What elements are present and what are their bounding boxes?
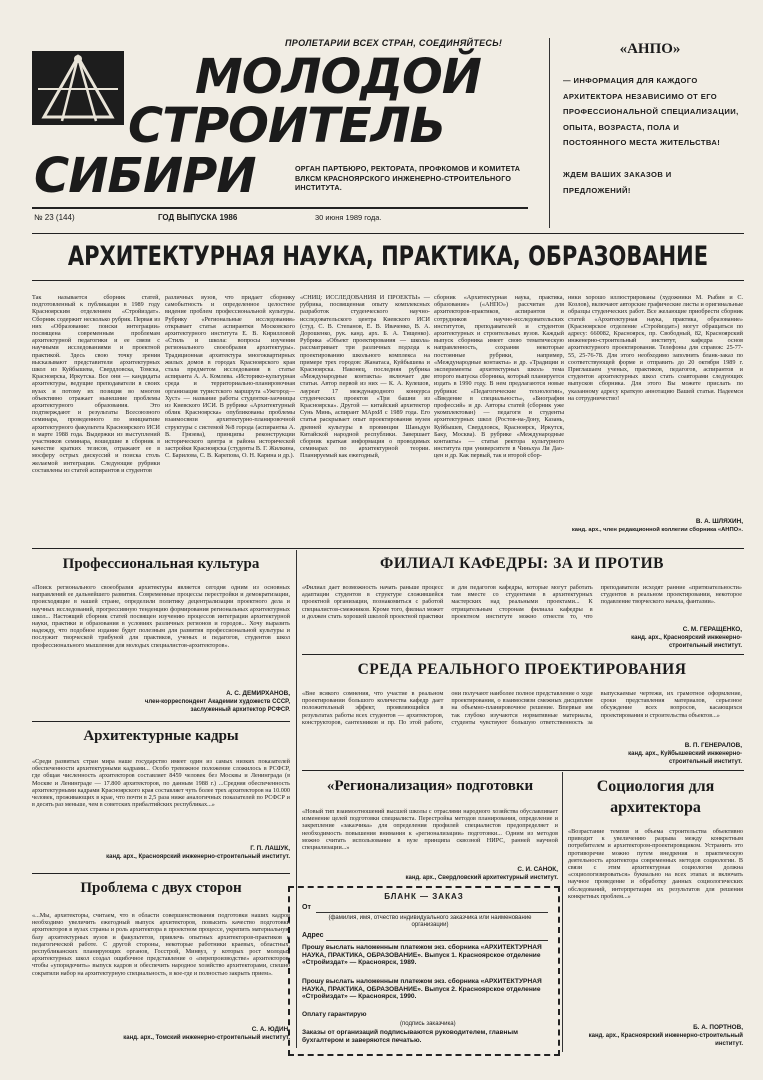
order-form-from-hint: (фамилия, имя, отчество индивидуального заказчика или наименование организации): [328, 915, 532, 928]
real-design-signature-name: В. П. ГЕНЕРАЛОВ,: [684, 742, 742, 749]
branch-text: «Филиал дает возможность начать раньше процесс адаптации студентов в структуре сложившейся проектной организации, познакомиться с работой специалистов-смежников. Кроме того, филиал может и должен стать хорошей школой проектной практики и для педагогов кафедры, которые могут работать там вместе со студентами в архитектурных мастерских над реальными проектами... К отрицательным сторонам филиала кафедры в проектном институте можно отнести то, что преподаватели исходят ранние «притязательности» студентов в реальном проектировании, некоторое подавление творческого начала, фантазии».: [302, 584, 742, 620]
issue-number: № 23 (144): [34, 213, 75, 222]
order-form-from-line[interactable]: [316, 912, 548, 913]
order-form-guarantee: Оплату гарантирую: [302, 1011, 367, 1018]
lead-column-4: сборник «Архитектурная наука, практика, образование» («АНПО») рассчитан для архитекторов-практиков, аспирантов и сотрудников научно-исследовательских институтов, преподавателей и студентов архитектурных и строительных вузов. Каждый выпуск сборника имеет свою тематическую направленность, сохраняя некоторые постоянные рубрики, например, «Международные контакты» и др. «Традиции и эксперименты архитектурных школ» тема второго выпуска сборника, который планируется издать в 1990 году. В нем предлагаются новые рубрики: «Педагогические технологии», «Введение в специальность», «Биография профессий» и др. Авторы статей (сборник уже укомплектован) — педагоги и студенты архитектурных школ (Ростов-на-Дону, Казань, Куйбышев, Свердловск, Красноярск, Иркутск, Баку, Москва). В рубрике «Международные контакты» — статья ректора культурного института при университете в Чиньхуа Ли Дао-цен и др. Как первый, так и второй сбор-: [434, 294, 564, 460]
masthead-title-line1: МОЛОДОЙ: [195, 49, 481, 105]
region-signature-role: канд. арх., Свердловский архитектурный институт.: [405, 875, 558, 881]
order-form-address-label: Адрес: [302, 932, 324, 939]
order-form-title: БЛАНК — ЗАКАЗ: [384, 892, 464, 901]
masthead-logo-emblem: [32, 51, 124, 125]
main-headline: АРХИТЕКТУРНАЯ НАУКА, ПРАКТИКА, ОБРАЗОВАНИЕ: [67, 241, 709, 271]
slogan: ПРОЛЕТАРИИ ВСЕХ СТРАН, СОЕДИНЯЙТЕСЬ!: [285, 38, 503, 48]
real-design-rule: [302, 770, 744, 771]
lead-column-3: «СНИЦ: ИССЛЕДОВАНИЯ И ПРОЕКТЫ» — рубрика, посвященная опыту комплексных разработок студенческого научно-исследовательского центра Киевского ИСИ (студ. С. В. Степанов, Е. В. Иваченко, В. А. Дорошенко, рук. канд. арх. Б. А. Тищенко). Рубрика «Объект проектирования — школа» рассматривает три различных подхода к проектированию школьного комплекса на примере трех городов: Жанатаса, Куйбышева и Красноярска. Наконец, последняя рубрика «Международные контакты» включает две статьи. Автор первой из них — К. А. Кулешов, лауреат 17 международного конкурса студенческих проектов «Три башни из Красноярска». Другой — китайский архитектор Сунь Минь, аспирант МАрхИ с 1989 года. Его статья раскрывает опыт проектирования музея древней культуры в провинции Шаньдун Китайской народной республики. Завершает сборник краткая информация о проводимых семинарах по архитектурной теории. Планируемый как ежегодный,: [300, 294, 430, 460]
anpo-title: «АНПО»: [619, 41, 681, 57]
cadres-signature-role: канд. арх., Красноярский инженерно-строительный институт.: [106, 854, 290, 860]
order-form-note: Заказы от организаций подписываются руководителем, главным бухгалтером и заверяются печатью.: [302, 1029, 518, 1044]
anpo-text: — ИНФОРМАЦИЯ ДЛЯ КАЖДОГО АРХИТЕКТОРА НЕЗАВИСИМО ОТ ЕГО ПРОФЕССИОНАЛЬНОЙ СПЕЦИАЛИЗАЦИИ, ОПЫТА, ВОЗРАСТА, ПОЛА И ПОСТОЯННОГО МЕСТА ЖИТЕЛЬСТВА!: [563, 76, 739, 147]
masthead-title-line3: СИБИРИ: [34, 148, 256, 204]
anpo-cta: ЖДЕМ ВАШИХ ЗАКАЗОВ И ПРЕДЛОЖЕНИЙ!: [563, 170, 672, 195]
order-form-from-label: От: [302, 904, 311, 911]
real-design-text: «Вне всякого сомнения, что участие в реальном проектировании большого количества кафедр дает положительный эффект, проявляющийся в результатах работы всех студентов — архитекторов, конструкторов, сантехников и пр. По этой работе, они получают наиболее полное представление о ходе проектирования, о взаимосвязи смежных дисциплин на объемно-планировочное решение. Впервые им так глубоко изучаются нормативные материалы, студенты чувствуют большую ответственность за выпускаемые чертежи, их грамотное оформление, сроки представления материалов, серьезное обсуждение всех вопросов, касающихся проектирования и строительства объектов...»: [302, 690, 742, 726]
lead-rule-bottom: [32, 548, 744, 549]
lead-signature-name: В. А. ШЛЯХИН,: [695, 518, 743, 525]
order-form-signature: (подпись заказчика): [400, 1021, 456, 1027]
cadres-title: Архитектурные кадры: [83, 728, 239, 744]
culture-rule: [32, 721, 290, 722]
problem-title: Проблема с двух сторон: [80, 880, 242, 896]
masthead-title-line2: СТРОИТЕЛЬ: [128, 98, 446, 154]
real-design-title: СРЕДА РЕАЛЬНОГО ПРОЕКТИРОВАНИЯ: [357, 661, 687, 678]
sociology-signature-role: канд. арх., Красноярский инженерно-строительный институт.: [588, 1033, 743, 1047]
right-column-divider: [562, 772, 563, 1052]
lead-signature-role: канд. арх., член редакционной коллегии сборника «АНПО».: [571, 527, 743, 533]
branch-title: ФИЛИАЛ КАФЕДРЫ: ЗА И ПРОТИВ: [380, 555, 664, 572]
order-form-address-line[interactable]: [326, 940, 548, 941]
problem-signature-role: канд. арх., Томский инженерно-строительный институт.: [123, 1035, 290, 1041]
lead-column-5: ники хорошо иллюстрированы (художники М. Рыбин и С. Козлов), включают авторские графические листы и оригинальные образцы студенческих работ. Все желающие приобрести сборник статей «Архитектурная наука, практика, образование» (Красноярское отделение «Стройиздат») могут обращаться по адресу: 660082, Красноярск, пр. Свободный, 82, Красноярский инженерно-строительный институт, кафедра основ архитектурного проектирования. Телефоны для справок: 25-77-55, 25-76-78. Для этого необходимо заполнить бланк-заказ по соответствующей форме и отправить до 20 октября 1989 г. Приглашаем ученых, практиков, педагогов, аспирантов и студентов архитектурных школ стать соавторами следующих выпусков сборника. Для этого Вы можете прислать по указанному адресу краткую аннотацию Вашей статьи. Надеемся на сотрудничество!: [568, 294, 743, 402]
cadres-signature-name: Г. П. ЛАШУК,: [250, 845, 290, 852]
headline-rule-bottom: [32, 280, 744, 281]
masthead-rule: [32, 207, 528, 209]
branch-signature-role: канд. арх., Красноярский инженерно-строительный институт.: [631, 635, 742, 649]
order-form-order1: Прошу выслать наложенным платежом экз. сборника «АРХИТЕКТУРНАЯ НАУКА, ПРАКТИКА, ОБРАЗОВАНИЕ». Выпуск 1. Красноярское отделение «Стройиздат» — Красноярск, 1989.: [302, 944, 542, 967]
region-signature-name: С. И. САНОК,: [517, 866, 558, 873]
order-form[interactable]: [288, 886, 560, 1056]
compass-emblem-icon: [32, 51, 124, 125]
cadres-text: «Среди развитых стран мира наше государство имеет один из самых низких показателей обеспеченности архитектурными кадрами... Особо тревожное положение сложилось в РСФСР, где общая численность архитекторов составляет 8459 человек без Москвы и Ленинграда (в Москве и Ленинграде — 17.800 архитекторов, по данным 1988 г.) ...Средняя обеспеченность архитектурными кадрами Красноярского края составляет чуть более трех архитекторов на 10.000 человек, проживающих в крае, что почти в 2,5 раза ниже аналогичных показателей по РСФСР и в десять раз меньше, чем в советских прибалтийских республиках...»: [32, 758, 290, 809]
cadres-rule: [32, 873, 290, 874]
real-design-signature-role: канд. арх., Куйбышевский инженерно-строительный институт.: [628, 751, 742, 765]
sociology-title: Социология для архитектора: [596, 778, 715, 816]
masthead-organ: ОРГАН ПАРТБЮРО, РЕКТОРАТА, ПРОФКОМОВ И КОМИТЕТА ВЛКСМ КРАСНОЯРСКОГО ИНЖЕНЕРНО-СТРОИТЕЛЬНОГО ИНСТИТУТА.: [295, 164, 521, 192]
culture-signature-name: А. С. ДЕМИРХАНОВ,: [226, 690, 290, 697]
issue-date: 30 июня 1989 года.: [315, 213, 382, 222]
problem-text: «...Мы, архитекторы, считаем, что в области совершенствования подготовки наших кадров необходимо увеличить ежегодный выпуск архитекторов, повысить качество подготовки архитекторов в вузах страны и роль архитектора в проектном процессе, укрепить материальную базу архитектурных вузов и факультетов, привлечь опытных архитекторов-практиков к педагогической работе. С другой стороны, некоторые работники краевых, областных, республиканских планирующих органов, Госстрой, Минвуз, у которых рост молодых архитектурных школ создал ощибочное представление о «перепроизводстве» архитекторов, чтобы «упорядочить» выпуск кадров и обеспечить народное хозяйство архитекторами, спешно сократили набор на архитектурную специальность, в кое-где и полностью закрыть прием».: [32, 912, 290, 977]
anpo-divider: [549, 38, 550, 228]
sociology-signature-name: Б. А. ПОРТНОВ,: [693, 1024, 743, 1031]
lead-column-1: Так называется сборник статей, подготовленный к публикации в 1989 году Красноярским отделением «Стройиздат». Сборник содержит несколько рубрик. Первая из них «Образование: поиски интеграции» посвящена современным проблемам архитектурной педагогики и ее связи с научными исследованиями и проектной практикой. Здесь свою точку зрения высказывают представители архитектурных школ из Куйбышева, Свердловска, Томска, Красноярска, Иркутска. Все они — кандидаты архитектуры, ведущие преподаватели в своих вузах и потому их позиция во многом объективно отражает нынешние проблемы архитектурного образования. Это подтверждают и результаты Всесоюзного семинара, проведенного по инициативе архитектурного факультета Красноярского ИСИ в марте 1988 года. Выдержки из выступлений участников семинара, вошедшие в сборник в качестве кратких тезисов, отражают ее в мосферу острых дискуссий и поиска столь желаемой интеграции. Следующие рубрики составлены из статей аспирантов и студентов: [32, 294, 160, 474]
branch-rule: [302, 654, 744, 655]
branch-signature-name: С. М. ГЕРАЩЕНКО,: [682, 626, 742, 633]
region-text: «Новый тип взаимоотношений высшей школы с отраслями народного хозяйства обуславливает изменение целей подготовки специалиста. Перестройка методов планирования, определение и закрепление «заказчика» для определения профилей специалистов предопределяет и необходимость повышения внимания к «регионализации» подготовки... Одним из методов можно считать использование в вузе принципа сквозной НИРС, ранней научной специализации...»: [302, 808, 558, 852]
culture-text: «Поиск регионального своеобразия архитектуры является сегодня одним из основных направлений ее дальнейшего развития. Современные процессы перестройки и демократизации, происходящие в нашей стране, определили политику децентрализации проектного дела и научных исследований, прогрессивную тенденцию формирования региональных архитектурных школ... Настоящий сборник статей посвящен изучению процессов интеграции архитектурной науки, практики и образования в условиях различных регионов и городов... Хочу выразить надежду, что подобное издание будет полезным для развития профессиональной культуры и послужит творческой трибуной для практиков, ученых и педагогов, студентов школ профессионального мышления для молодых специалистов-архитекторов».: [32, 584, 290, 649]
culture-title: Профессиональная культура: [62, 556, 260, 572]
sociology-text: «Возрастание темпов и объема строительства объективно приводит к увеличению разрыва между конкретным потребителем и архитектором-проектировщиком. Устранить это противоречие можно путем внедрения в практическую деятельность архитектора современных методов социологии. В связи с этим архитектурная социология должна «социологизироваться» буквально на всех этапах и включать научное проведение и обработку данных социологических обследований, интерпретации их результатов для решения конкретных проблем...»: [568, 828, 743, 900]
issue-year: ГОД ВЫПУСКА 1986: [158, 213, 238, 222]
culture-signature-role: член-корреспондент Академии художеств СССР, заслуженный архитектор РСФСР.: [144, 699, 290, 713]
problem-signature-name: С. А. ЮДИН,: [251, 1026, 290, 1033]
region-title: «Регионализация» подготовки: [326, 778, 534, 794]
headline-rule-top: [32, 233, 744, 234]
lead-column-2: различных вузов, что придает сборнику самобытность и определенное целостное видение проблем профессиональной культуры. Рубрику «Региональные исследования» открывает статья аспирантки Московского архитектурного института Е. В. Кирилловой «Стиль и школа: вопросы изучения регионального своеобразия архитектуры». Традиционная архитектура многоквартирных жилых домов в городах Красноярского края стала предметом исследования в статье аспиранта А. А. Комлева. «Историко-культурная среда и территориально-планировочная организация туристского маршрута «Ужгород—Хуст» — название работы студентки-заочницы из Киевского ИСИ. В рубрике «Архитектурный облик Красноярска» опубликованы проблемы взаимосвязи архитектурно-планировочной структуры с системой №8 города (аспирантка А. В. Грязева), принципы реконструкции исторического центра и района исторической застройки Красноярска (студенты В. Г. Жилкина, С. Барилова, С. В. Карепова, О. Н. Карина и др.).: [165, 294, 295, 460]
order-form-order2: Прошу выслать наложенным платежом экз. сборника «АРХИТЕКТУРНАЯ НАУКА, ПРАКТИКА, ОБРАЗОВАНИЕ». Выпуск 2. Красноярское отделение «Стройиздат» — Красноярск, 1990.: [302, 978, 542, 1001]
